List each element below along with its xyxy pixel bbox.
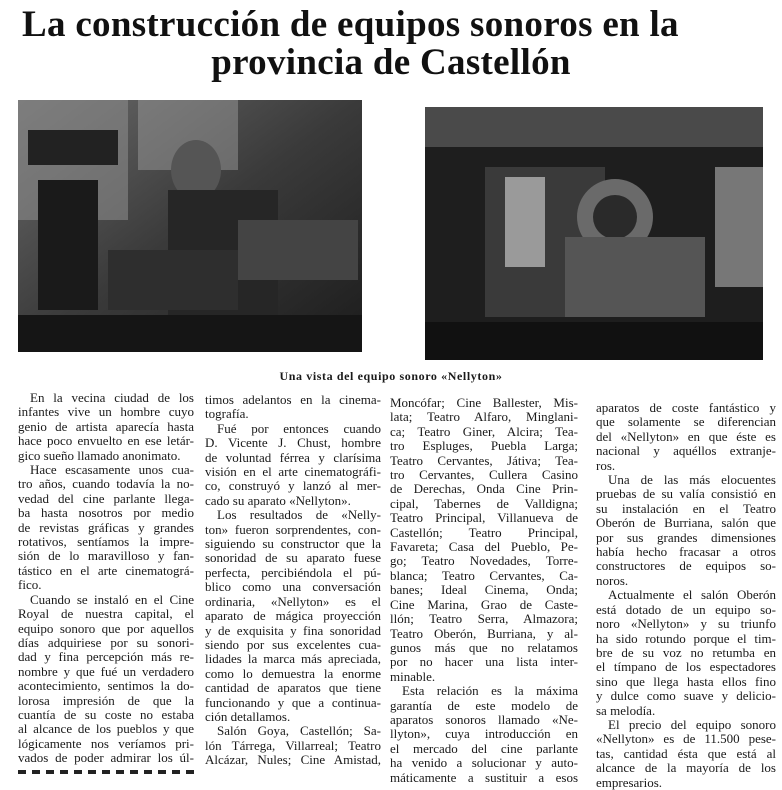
article-text-line: fico. [18, 577, 42, 593]
article-text-line: tástico en el arte cinematográ- [18, 562, 194, 578]
article-text-line: lidades la marca más apreciada, [205, 651, 381, 667]
article-text-line: su instalación en el Teatro [596, 500, 776, 516]
article-text-line: gico sueño llamado anonimato. [18, 447, 181, 463]
article-text-line: de voluntad férrea y clarísima [205, 449, 381, 465]
article-text-line: tro años, cuando todavía la no- [18, 476, 194, 492]
article-text-line: equipo sonoro que por aquellos [18, 620, 194, 636]
article-text-line: Salón Goya, Castellón; Sa- [217, 723, 381, 739]
article-text-line: como lo demuestra la enorme [205, 665, 381, 681]
article-text-line: nacional y aquéllos extranje- [596, 443, 776, 459]
article-text-line: máticamente a sustituir a esos [390, 769, 578, 785]
article-text-line: funcionando y que a continua- [205, 694, 381, 710]
article-text-line: constructores de equipos so- [596, 558, 776, 574]
photo-projector [425, 107, 763, 360]
article-text-line: ha sido rotundo porque el tim- [596, 630, 776, 646]
article-text-line: lógicamente nos veríamos pri- [18, 735, 194, 751]
headline-line-2: provincia de Castellón [211, 42, 571, 83]
article-text-line: El precio del equipo sonoro [608, 716, 776, 732]
article-text-line: está dotado de un equipo so- [596, 601, 776, 617]
article-text-line: siendo por sus excelentes cua- [205, 636, 381, 652]
article-text-line: ha venido a solucionar y auto- [390, 755, 578, 771]
article-text-line: En la vecina ciudad de los [30, 390, 194, 405]
article-text-line: ca; Teatro Giner, Alcira; Tea- [390, 423, 578, 439]
article-text-line: ros. [596, 457, 616, 473]
article-column-3 [390, 396, 578, 785]
article-text-line: pruebas de su valía consistió en [596, 486, 776, 502]
article-text-line: ton» fueron sorprendentes, con- [205, 521, 381, 537]
article-text-line: sino que llega hasta ellos fino [596, 673, 776, 689]
article-text-line: y de exquisita y fina sonoridad [205, 622, 381, 638]
article-text-line: D. Vicente J. Chust, hombre [205, 435, 381, 451]
article-text-line: rotativos, sentíamos la impre- [18, 534, 194, 550]
article-text-line: perfecta, percibiéndola el pú- [205, 564, 381, 580]
article-text-line: llón; Teatro Serra, Almazora; [390, 611, 578, 627]
article-text-line: el tímpano de los espectadores [596, 659, 776, 675]
article-text-line: banes; Ideal Cinema, Onda; [390, 582, 578, 598]
article-text-line: co, construyó y lanzó al mer- [205, 478, 381, 494]
article-text-line: Castellón; Teatro Principal, [390, 524, 578, 540]
article-text-line: por sus grandes dimensiones [596, 529, 776, 545]
article-text-line: blanca; Teatro Cervantes, Ca- [390, 567, 578, 583]
article-text-line: que solamente se diferencian [596, 414, 776, 430]
article-text-line: Fué por entonces cuando [217, 420, 381, 436]
photo-right-image [425, 107, 763, 360]
article-text-line: acontecimiento, sentimos la do- [18, 678, 194, 694]
article-text-line: cado su aparato «Nellyton». [205, 492, 351, 508]
article-text-line: minable. [390, 668, 436, 684]
headline-line-1: La construcción de equipos sonoros en la [22, 4, 679, 45]
article-text-line: infantes vive un hombre cuyo [18, 404, 194, 420]
article-text-line: timos adelantos en la cinema- [205, 392, 381, 407]
article-text-line: sión de lo maravilloso y fan- [18, 548, 194, 564]
article-text-line: días adquiriese por su sonori- [18, 634, 194, 650]
article-text-line: tro Espluges, Puebla Larga; [390, 438, 578, 454]
article-text-line: ba hasta nosotros por medio [18, 505, 194, 521]
article-text-line: Hace escasamente unos cua- [30, 462, 194, 478]
article-text-line: blico como una conversación [205, 579, 381, 595]
article-text-line: go; Teatro Novedades, Torre- [390, 553, 578, 569]
article-text-line: dad y fina percepción más re- [18, 649, 194, 665]
article-text-line: cantidad de aparatos que tiene [205, 680, 381, 696]
article-text-line: Moncófar; Cine Ballester, Mis- [390, 395, 578, 410]
article-text-line: hace poco envuelto en ese letár- [18, 433, 194, 449]
article-text-line: Alcázar, Nules; Cine Amistad, [205, 752, 381, 768]
article-text-line: por no hacer una lista inter- [390, 654, 578, 670]
article-text-line: y dulce como suave y delicio- [596, 688, 776, 704]
article-text-line: al alcance de los pueblos y que [18, 721, 194, 737]
article-text-line: genio de artista aparecía hasta [18, 418, 194, 434]
photo-sound-equipment [18, 100, 362, 352]
article-text-line: lón Tárrega, Villarreal; Teatro [205, 737, 381, 753]
article-text-line: Cine Marina, Grao de Caste- [390, 596, 578, 612]
article-column-2 [205, 393, 381, 768]
article-text-line: alcance de la mayoría de los [596, 760, 776, 776]
article-text-line: Actualmente el salón Oberón [608, 587, 776, 603]
article-text-line: Oberón de Burriana, salón que [596, 515, 776, 531]
article-text-line: tro Cervantes, Cullera Casino [390, 467, 578, 483]
article-text-line: gunos más que no relatamos [390, 639, 578, 655]
article-text-line: cuantía de su coste no estaba [18, 706, 194, 722]
article-text-line: «Nellyton» es de 11.500 pese- [596, 731, 776, 747]
decorative-rule [18, 770, 194, 774]
article-text-line: visión en el arte cinematográfi- [205, 464, 381, 480]
article-text-line: ción detallamos. [205, 708, 291, 724]
article-text-line: llyton», cuya introducción en [390, 726, 578, 742]
article-text-line: Los resultados de «Nelly- [217, 507, 381, 523]
article-text-line: de Derechas, Onda Cine Prin- [390, 481, 578, 497]
article-text-line: Favareta; Casa del Pueblo, Pe- [390, 539, 578, 555]
article-text-line: cipal, Tabernes de Valldigna; [390, 495, 578, 511]
article-text-line: Royal de nuestra capital, el [18, 606, 194, 622]
article-text-line: sa melodía. [596, 702, 656, 718]
article-text-line: bre de su voz no retumba en [596, 644, 776, 660]
article-text-line: había hecho fracasar a otros [596, 544, 776, 560]
article-text-line: tas, cantidad ésta que está al [596, 745, 776, 761]
article-text-line: noros. [596, 572, 629, 588]
article-text-line: vedad del cine parlante llega- [18, 490, 194, 506]
article-text-line: Teatro Principal, Villanueva de [390, 510, 578, 526]
article-text-line: Una de las más elocuentes [608, 472, 776, 488]
article-text-line: de revistas gráficas y grandes [18, 519, 194, 535]
article-text-line: siguiendo su constructor que la [205, 536, 381, 552]
article-text-line: sonoridad de su aparato fuese [205, 550, 381, 566]
article-text-line: garantía de este modelo de [390, 697, 578, 713]
article-text-line: ordinaria, «Nellyton» es el [205, 593, 381, 609]
article-text-line: empresarios. [596, 774, 663, 790]
article-text-line: Esta relación es la máxima [402, 683, 578, 699]
photo-caption: Una vista del equipo sonoro «Nellyton» [279, 369, 503, 383]
article-text-line: Teatro Oberón, Burriana, y al- [390, 625, 578, 641]
article-text-line: aparatos sonoros llamado «Ne- [390, 711, 578, 727]
article-text-line: aparato de mágica proyección [205, 608, 381, 624]
article-text-line: Cuando se instaló en el Cine [30, 591, 194, 607]
article-text-line: vados de poder admirar los úl- [18, 750, 194, 766]
article-column-1 [18, 391, 194, 766]
article-column-4 [596, 401, 776, 790]
photo-left-image [18, 100, 362, 352]
article-text-line: tografía. [205, 406, 249, 422]
article-text-line: el mercado del cine parlante [390, 740, 578, 756]
article-text-line: lorosa impresión de que la [18, 692, 194, 708]
article-text-line: aparatos de coste fantástico y [596, 400, 776, 415]
article-text-line: nombre y que fué un verdadero [18, 663, 194, 679]
article-text-line: del «Nellyton» en que éste es [596, 428, 776, 444]
article-text-line: noro «Nellyton» y su triunfo [596, 616, 776, 632]
article-text-line: lata; Teatro Alfaro, Minglani- [390, 409, 578, 425]
article-text-line: Teatro Cervantes, Játiva; Tea- [390, 452, 578, 468]
